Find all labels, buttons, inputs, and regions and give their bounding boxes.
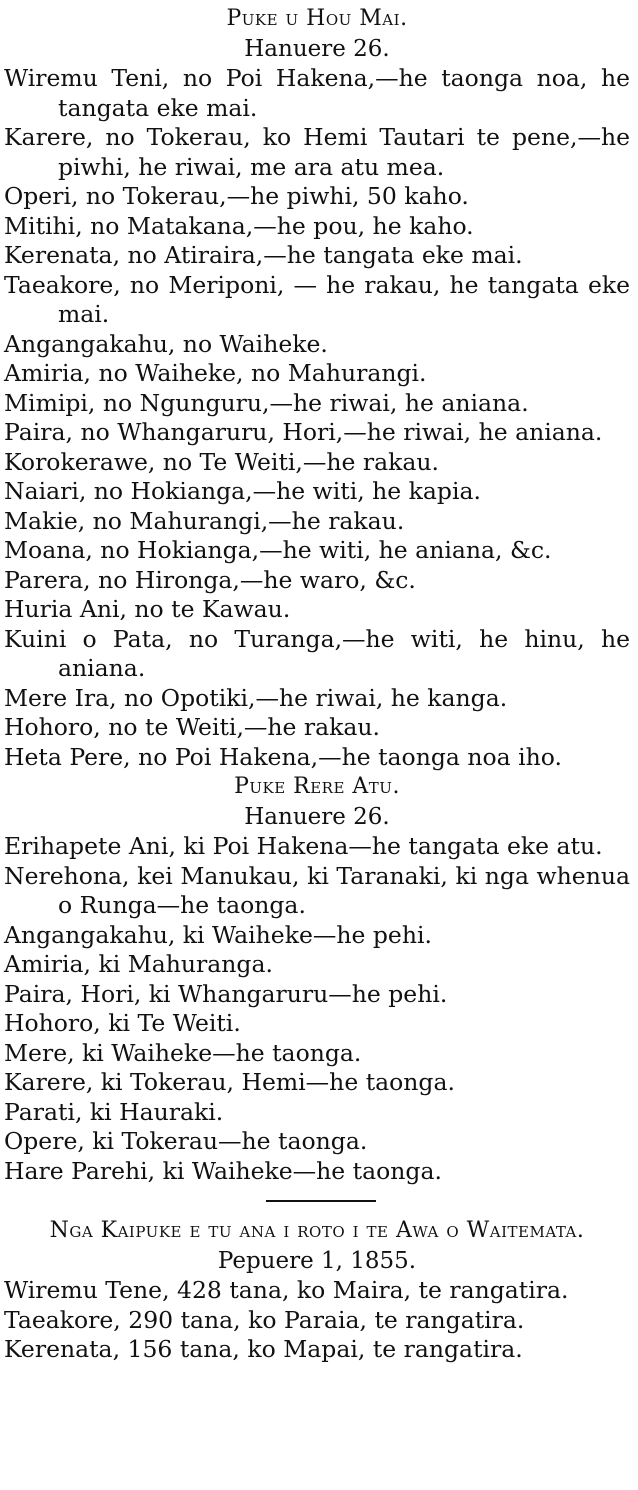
list-item: Erihapete Ani, ki Poi Hakena—he tangata eke atu.	[4, 832, 603, 860]
list-item: Makie, no Mahurangi,—he rakau.	[4, 506, 405, 535]
list-item: Parati, ki Hauraki.	[4, 1097, 224, 1126]
list-item: Moana, no Hokianga,—he witi, he aniana, &c.	[4, 536, 552, 564]
list-item: Kerenata, no Atiraira,—he tangata eke mai.	[4, 241, 523, 269]
arrivals-heading: Puke u Hou Mai.	[226, 6, 408, 31]
list-item: Mimipi, no Ngunguru,—he riwai, he aniana.	[4, 388, 529, 417]
departures-date: Hanuere 26.	[244, 804, 390, 830]
arrivals-section	[4, 4, 630, 772]
list-item: Hohoro, ki Te Weiti.	[4, 1009, 241, 1037]
list-item: Karere, no Tokerau, ko Hemi Tautari te pene,—he piwhi, he riwai, me ara atu mea.	[4, 123, 630, 181]
list-item: Nerehona, kei Manukau, ki Taranaki, ki nga whenua o Runga—he taonga.	[4, 861, 630, 919]
list-item: Mitihi, no Matakana,—he pou, he kaho.	[4, 211, 474, 240]
list-item: Karere, ki Tokerau, Hemi—he taonga.	[4, 1068, 455, 1096]
arrivals-list	[4, 64, 630, 772]
ships-in-harbour-section	[4, 1216, 630, 1365]
list-item: Operi, no Tokerau,—he piwhi, 50 kaho.	[4, 182, 469, 210]
list-item: Hohoro, no te Weiti,—he rakau.	[4, 713, 381, 741]
list-item: Opere, ki Tokerau—he taonga.	[4, 1127, 368, 1155]
list-item: Kerenata, 156 tana, ko Mapai, te rangatira.	[4, 1335, 523, 1363]
list-item: Heta Pere, no Poi Hakena,—he taonga noa iho.	[4, 742, 562, 771]
list-item: Amiria, ki Mahuranga.	[4, 950, 273, 978]
list-item: Angangakahu, no Waiheke.	[4, 329, 328, 358]
list-item: Korokerawe, no Te Weiti,—he rakau.	[4, 447, 439, 476]
divider-rule	[266, 1200, 376, 1202]
list-item: Paira, Hori, ki Whangaruru—he pehi.	[4, 979, 448, 1008]
departures-section	[4, 772, 630, 1186]
ships-date: Pepuere 1, 1855.	[217, 1248, 417, 1274]
list-item: Wiremu Tene, 428 tana, ko Maira, te rangatira.	[4, 1276, 569, 1304]
arrivals-date: Hanuere 26.	[244, 36, 390, 62]
list-item: Angangakahu, ki Waiheke—he pehi.	[4, 920, 432, 949]
ships-list	[4, 1276, 630, 1365]
ships-heading: Nga Kaipuke e tu ana i roto i te Awa o Waitemata.	[49, 1218, 585, 1243]
list-item: Mere, ki Waiheke—he taonga.	[4, 1038, 362, 1067]
list-item: Hare Parehi, ki Waiheke—he taonga.	[4, 1156, 442, 1185]
departures-list	[4, 832, 630, 1186]
section-divider	[4, 1186, 630, 1216]
departures-heading: Puke Rere Atu.	[234, 774, 400, 799]
list-item: Amiria, no Waiheke, no Mahurangi.	[4, 359, 427, 387]
list-item: Paira, no Whangaruru, Hori,—he riwai, he aniana.	[4, 418, 603, 446]
list-item: Parera, no Hironga,—he waro, &c.	[4, 565, 416, 594]
list-item: Taeakore, no Meriponi, — he rakau, he tangata eke mai.	[4, 270, 630, 328]
list-item: Huria Ani, no te Kawau.	[4, 595, 291, 623]
list-item: Mere Ira, no Opotiki,—he riwai, he kanga.	[4, 683, 508, 712]
list-item: Wiremu Teni, no Poi Hakena,—he taonga noa, he tangata eke mai.	[4, 64, 630, 122]
list-item: Taeakore, 290 tana, ko Paraia, te rangatira.	[4, 1305, 525, 1334]
list-item: Naiari, no Hokianga,—he witi, he kapia.	[4, 477, 481, 505]
list-item: Kuini o Pata, no Turanga,—he witi, he hinu, he aniana.	[4, 624, 630, 682]
